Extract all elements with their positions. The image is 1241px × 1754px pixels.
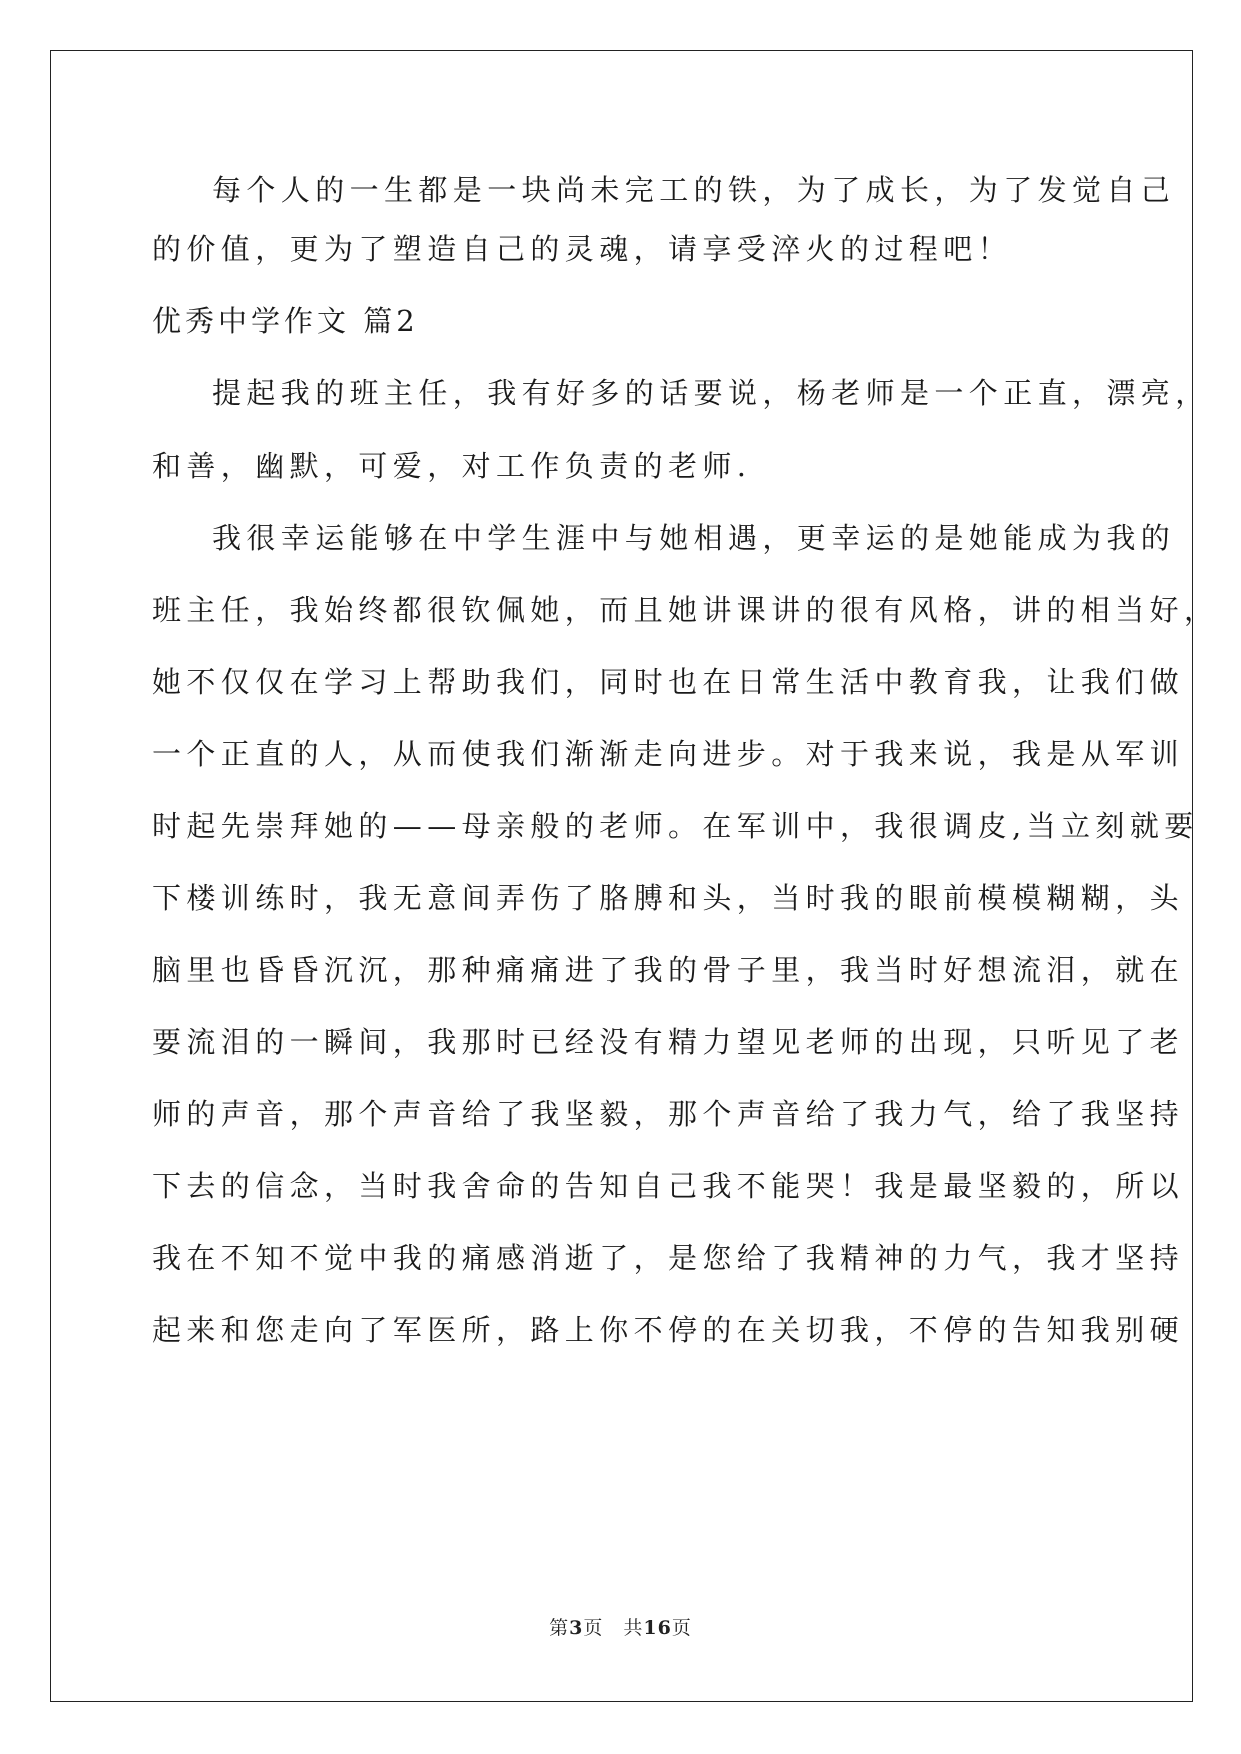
paragraph-3-line-10: 下去的信念，当时我舍命的告知自己我不能哭！我是最坚毅的，所以 [152,1169,1185,1203]
paragraph-3-line-6: 下楼训练时，我无意间弄伤了胳膊和头，当时我的眼前模模糊糊，头 [152,881,1185,915]
paragraph-3-line-7: 脑里也昏昏沉沉，那种痛痛进了我的骨子里，我当时好想流泪，就在 [152,953,1185,987]
paragraph-3-line-3: 她不仅仅在学习上帮助我们，同时也在日常生活中教育我，让我们做 [152,665,1185,699]
section-heading: 优秀中学作文 篇2 [152,304,419,338]
footer-middle: 页 共 [583,1617,644,1639]
paragraph-2-line-1: 提起我的班主任，我有好多的话要说，杨老师是一个正直，漂亮， [212,376,1210,410]
page-border [50,50,1193,1702]
paragraph-1-line-2: 的价值，更为了塑造自己的灵魂，请享受淬火的过程吧！ [152,232,1013,266]
paragraph-3-line-8: 要流泪的一瞬间，我那时已经没有精力望见老师的出现，只听见了老 [152,1025,1185,1059]
paragraph-1-line-1: 每个人的一生都是一块尚未完工的铁，为了成长，为了发觉自己 [212,173,1176,207]
paragraph-3-line-5: 时起先崇拜她的——母亲般的老师。在军训中，我很调皮,当立刻就要 [152,809,1199,843]
current-page-number: 3 [569,1617,584,1639]
page-footer [0,1616,1241,1640]
paragraph-3-line-1: 我很幸运能够在中学生涯中与她相遇，更幸运的是她能成为我的 [212,521,1176,555]
footer-suffix: 页 [671,1617,692,1639]
paragraph-3-line-2: 班主任，我始终都很钦佩她，而且她讲课讲的很有风格，讲的相当好， [152,593,1219,627]
paragraph-3-line-4: 一个正直的人，从而使我们渐渐走向进步。对于我来说，我是从军训 [152,737,1185,771]
paragraph-2-line-2: 和善，幽默，可爱，对工作负责的老师. [152,449,752,483]
paragraph-3-line-12: 起来和您走向了军医所，路上你不停的在关切我，不停的告知我别硬 [152,1313,1185,1347]
footer-prefix: 第 [549,1617,570,1639]
total-pages-number: 16 [643,1617,672,1639]
paragraph-3-line-11: 我在不知不觉中我的痛感消逝了，是您给了我精神的力气，我才坚持 [152,1241,1185,1275]
paragraph-3-line-9: 师的声音，那个声音给了我坚毅，那个声音给了我力气，给了我坚持 [152,1097,1185,1131]
